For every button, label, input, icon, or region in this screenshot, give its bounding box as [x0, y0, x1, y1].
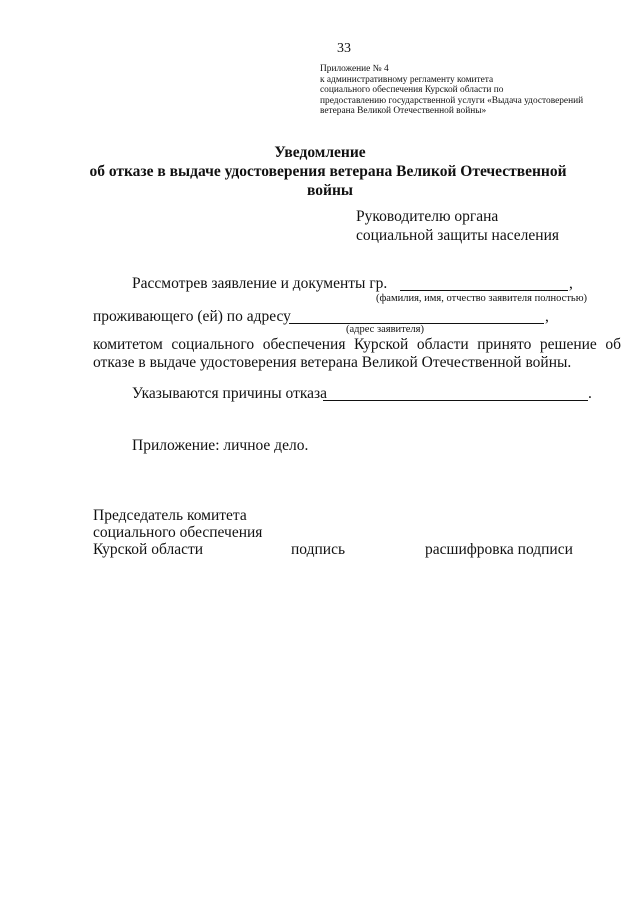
- position-line-1: Председатель комитета: [93, 507, 247, 524]
- period: .: [588, 385, 592, 402]
- decision-line-1: комитетом социального обеспечения Курской области принято решение об: [93, 336, 621, 353]
- annex-line-1: Приложение № 4: [320, 64, 389, 74]
- considered-label: Рассмотрев заявление и документы гр.: [132, 275, 388, 292]
- address-hint: (адрес заявителя): [346, 324, 424, 335]
- annex-line-3: социального обеспечения Курской области по: [320, 85, 504, 96]
- reasons-label: Указываются причины отказа: [132, 385, 328, 402]
- addressee-line-1: Руководителю органа: [356, 208, 499, 225]
- position-line-3: Курской области: [93, 541, 204, 558]
- annex-note: [320, 64, 583, 117]
- document-title-line-2: об отказе в выдаче удостоверения ветерана Великой Отечественной: [89, 163, 567, 180]
- applicant-hint: (фамилия, имя, отчество заявителя полностью): [376, 293, 588, 304]
- reasons-line[interactable]: [323, 385, 588, 401]
- residing-label: проживающего (ей) по адресу: [93, 308, 291, 325]
- annex-line-4: предоставлению государственной услуги «Выдача удостоверений: [320, 95, 584, 106]
- signature-decoding-label: расшифровка подписи: [425, 541, 573, 558]
- page-number: 33: [337, 41, 351, 56]
- signature-label: подпись: [291, 541, 346, 558]
- decision-line-2: отказе в выдаче удостоверения ветерана Великой Отечественной войны.: [93, 354, 572, 371]
- position-line-2: социального обеспечения: [93, 524, 263, 541]
- document-title-line-3: войны: [307, 182, 353, 199]
- applicant-name-line[interactable]: [400, 275, 568, 291]
- annex-line-2: к административному регламенту комитета: [320, 74, 494, 85]
- attachment-note: Приложение: личное дело.: [132, 437, 309, 454]
- comma-2: ,: [545, 308, 549, 325]
- addressee-line-2: социальной защиты населения: [356, 227, 560, 244]
- document-title: Уведомление: [274, 144, 366, 161]
- annex-line-5: ветерана Великой Отечественной войны»: [320, 106, 487, 117]
- address-line[interactable]: [289, 308, 544, 324]
- comma-1: ,: [569, 275, 573, 292]
